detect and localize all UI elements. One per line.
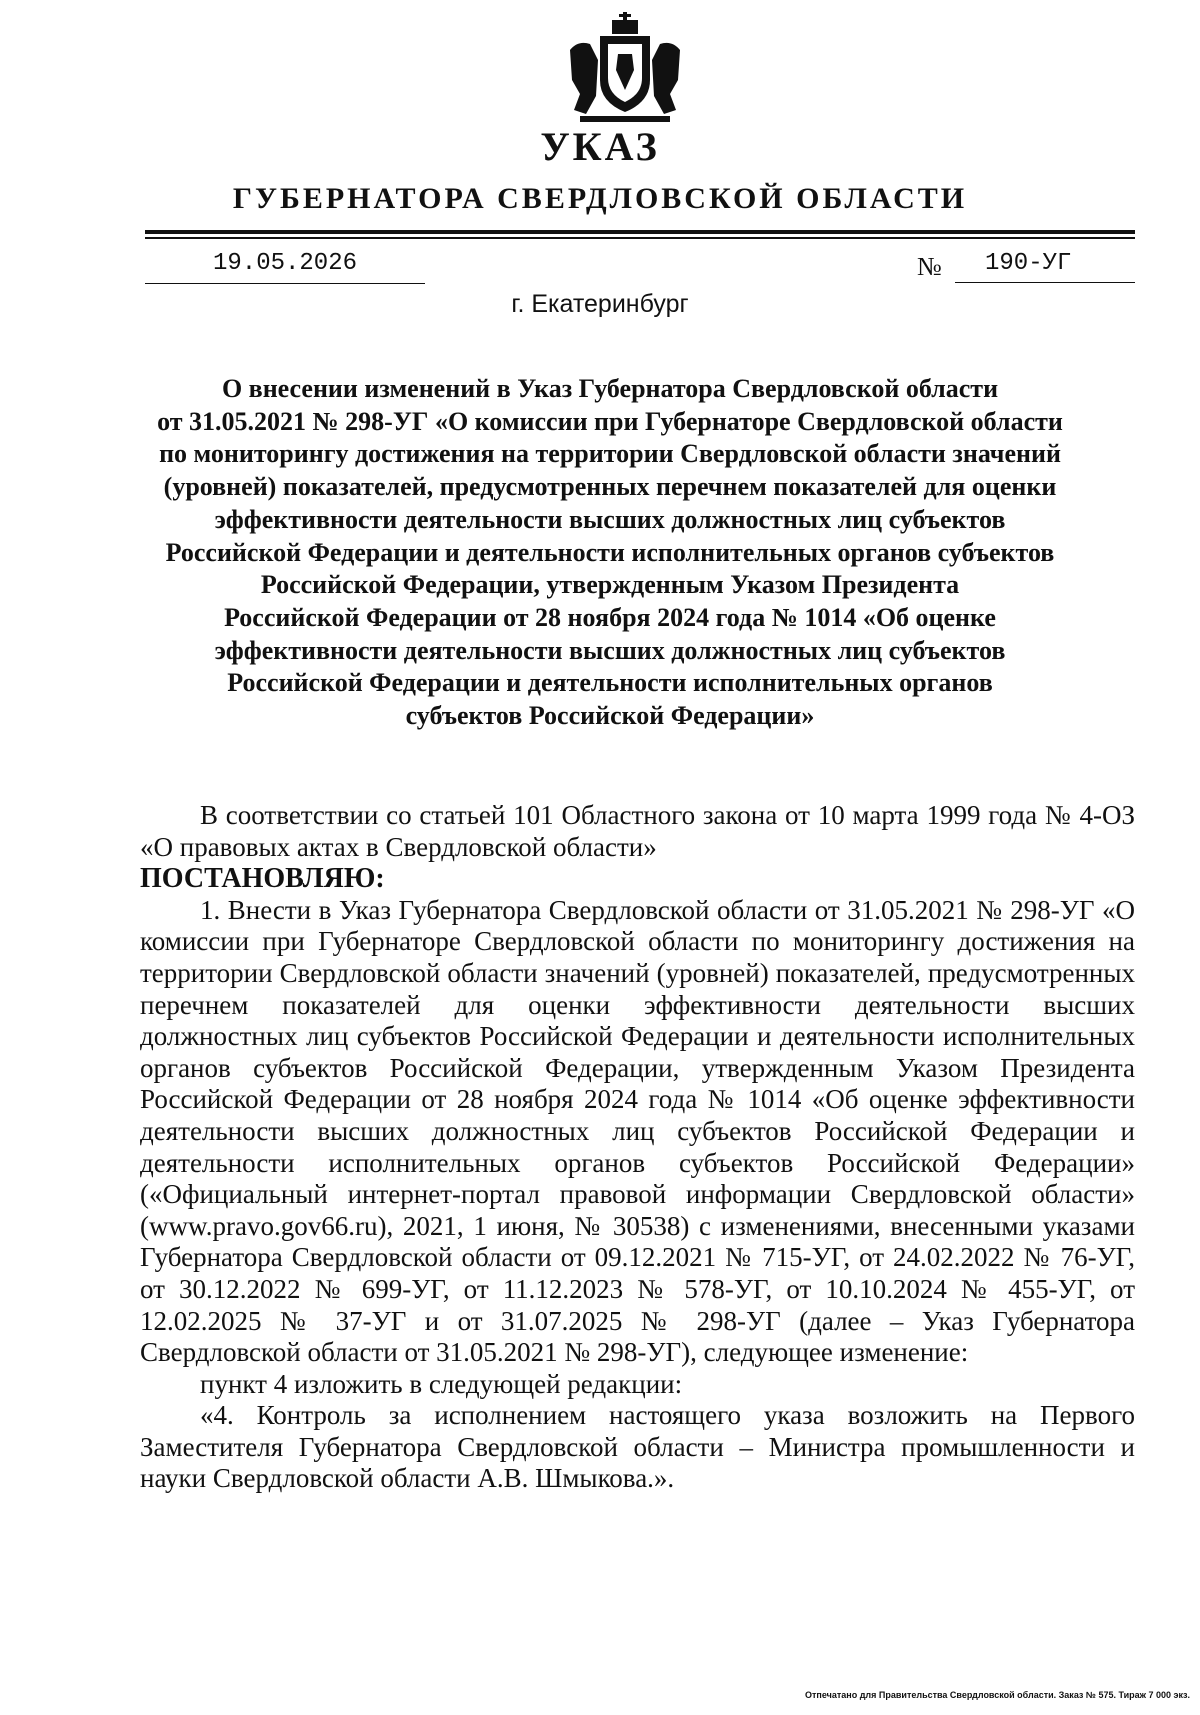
heading-line: Российской Федерации и деятельности исполнительных органов субъектов: [165, 537, 1055, 567]
heading-line: от 31.05.2021 № 298-УГ «О комиссии при Губернаторе Свердловской области: [157, 406, 1063, 436]
heading-line: Российской Федерации, утвержденным Указом Президента: [260, 570, 960, 600]
issue-city: г. Екатеринбург: [511, 290, 689, 318]
number-sign: №: [917, 252, 942, 281]
document-type-title: УКАЗ: [540, 124, 660, 169]
heading-line: Российской Федерации и деятельности исполнительных органов: [227, 668, 993, 698]
header-rule-thick: [145, 230, 1135, 234]
heading-line: (уровней) показателей, предусмотренных перечнем показателей для оценки: [163, 472, 1057, 502]
heading-line: О внесении изменений в Указ Губернатора Свердловской области: [221, 374, 999, 403]
heading-line: по мониторингу достижения на территории Свердловской области значений: [159, 439, 1061, 469]
item-1-paragraph: 1. Внести в Указ Губернатора Свердловской области от 31.05.2021 № 298-УГ «О комиссии при Губернаторе Свердловской области по мониторингу достижения на территории Свердловской области значений (уровней) показателей, предусмотренных перечнем показателей для оценки эффективности деятельности высших должностных лиц субъектов Российской Федерации и деятельности исполнительных органов субъектов Российской Федерации, утвержденным Указом Президента Российской Федерации от 28 ноября 2024 года № 1014 «Об оценке эффективности деятельности высших должностных лиц субъектов Российской Федерации и деятельности исполнительных органов субъектов Российской Федерации» («Официальный интернет-портал правовой информации Свердловской области» (www.pravo.gov66.ru), 2021, 1 июня, № 30538) с изменениями, внесенными указами Губернатора Свердловской области от 09.12.2021 № 715-УГ, от 24.02.2022 № 76-УГ, от 30.12.2022 № 699-УГ, от 11.12.2023 № 578-УГ, от 10.10.2024 № 455-УГ, от 12.02.2025 № 37-УГ и от 31.07.2025 № 298-УГ (далее – Указ Губернатора Свердловской области от 31.05.2021 № 298-УГ), следующее изменение:: [140, 894, 1135, 1368]
item-1-sub-paragraph: пункт 4 изложить в следующей редакции:: [200, 1368, 683, 1399]
item-1-quote-paragraph: «4. Контроль за исполнением настоящего указа возложить на Первого Заместителя Губернатора Свердловской области – Министра промышленности и науки Свердловской области А.В. Шмыкова.».: [140, 1400, 1135, 1494]
document-date: 19.05.2026: [145, 247, 425, 284]
issuer-title: ГУБЕРНАТОРА СВЕРДЛОВСКОЙ ОБЛАСТИ: [232, 182, 968, 215]
coat-of-arms-icon: [560, 10, 690, 130]
heading-line: субъектов Российской Федерации»: [405, 701, 815, 731]
heading-line: эффективности деятельности высших должностных лиц субъектов: [214, 504, 1006, 534]
print-footer: Отпечатано для Правительства Свердловской области. Заказ № 575. Тираж 7 000 экз.: [805, 1690, 1190, 1700]
decree-word: ПОСТАНОВЛЯЮ:: [140, 863, 385, 895]
header-rule-thin: [145, 237, 1135, 239]
heading-line: Российской Федерации от 28 ноября 2024 года № 1014 «Об оценке: [224, 602, 996, 632]
document-body: [140, 800, 1135, 1495]
heading-line: эффективности деятельности высших должностных лиц субъектов: [214, 635, 1006, 665]
preamble-paragraph: В соответствии со статьей 101 Областного закона от 10 марта 1999 года № 4-ОЗ «О правовых актах в Свердловской области»: [140, 800, 1135, 862]
document-heading: [120, 373, 1100, 733]
document-number: 190-УГ: [955, 247, 1135, 283]
